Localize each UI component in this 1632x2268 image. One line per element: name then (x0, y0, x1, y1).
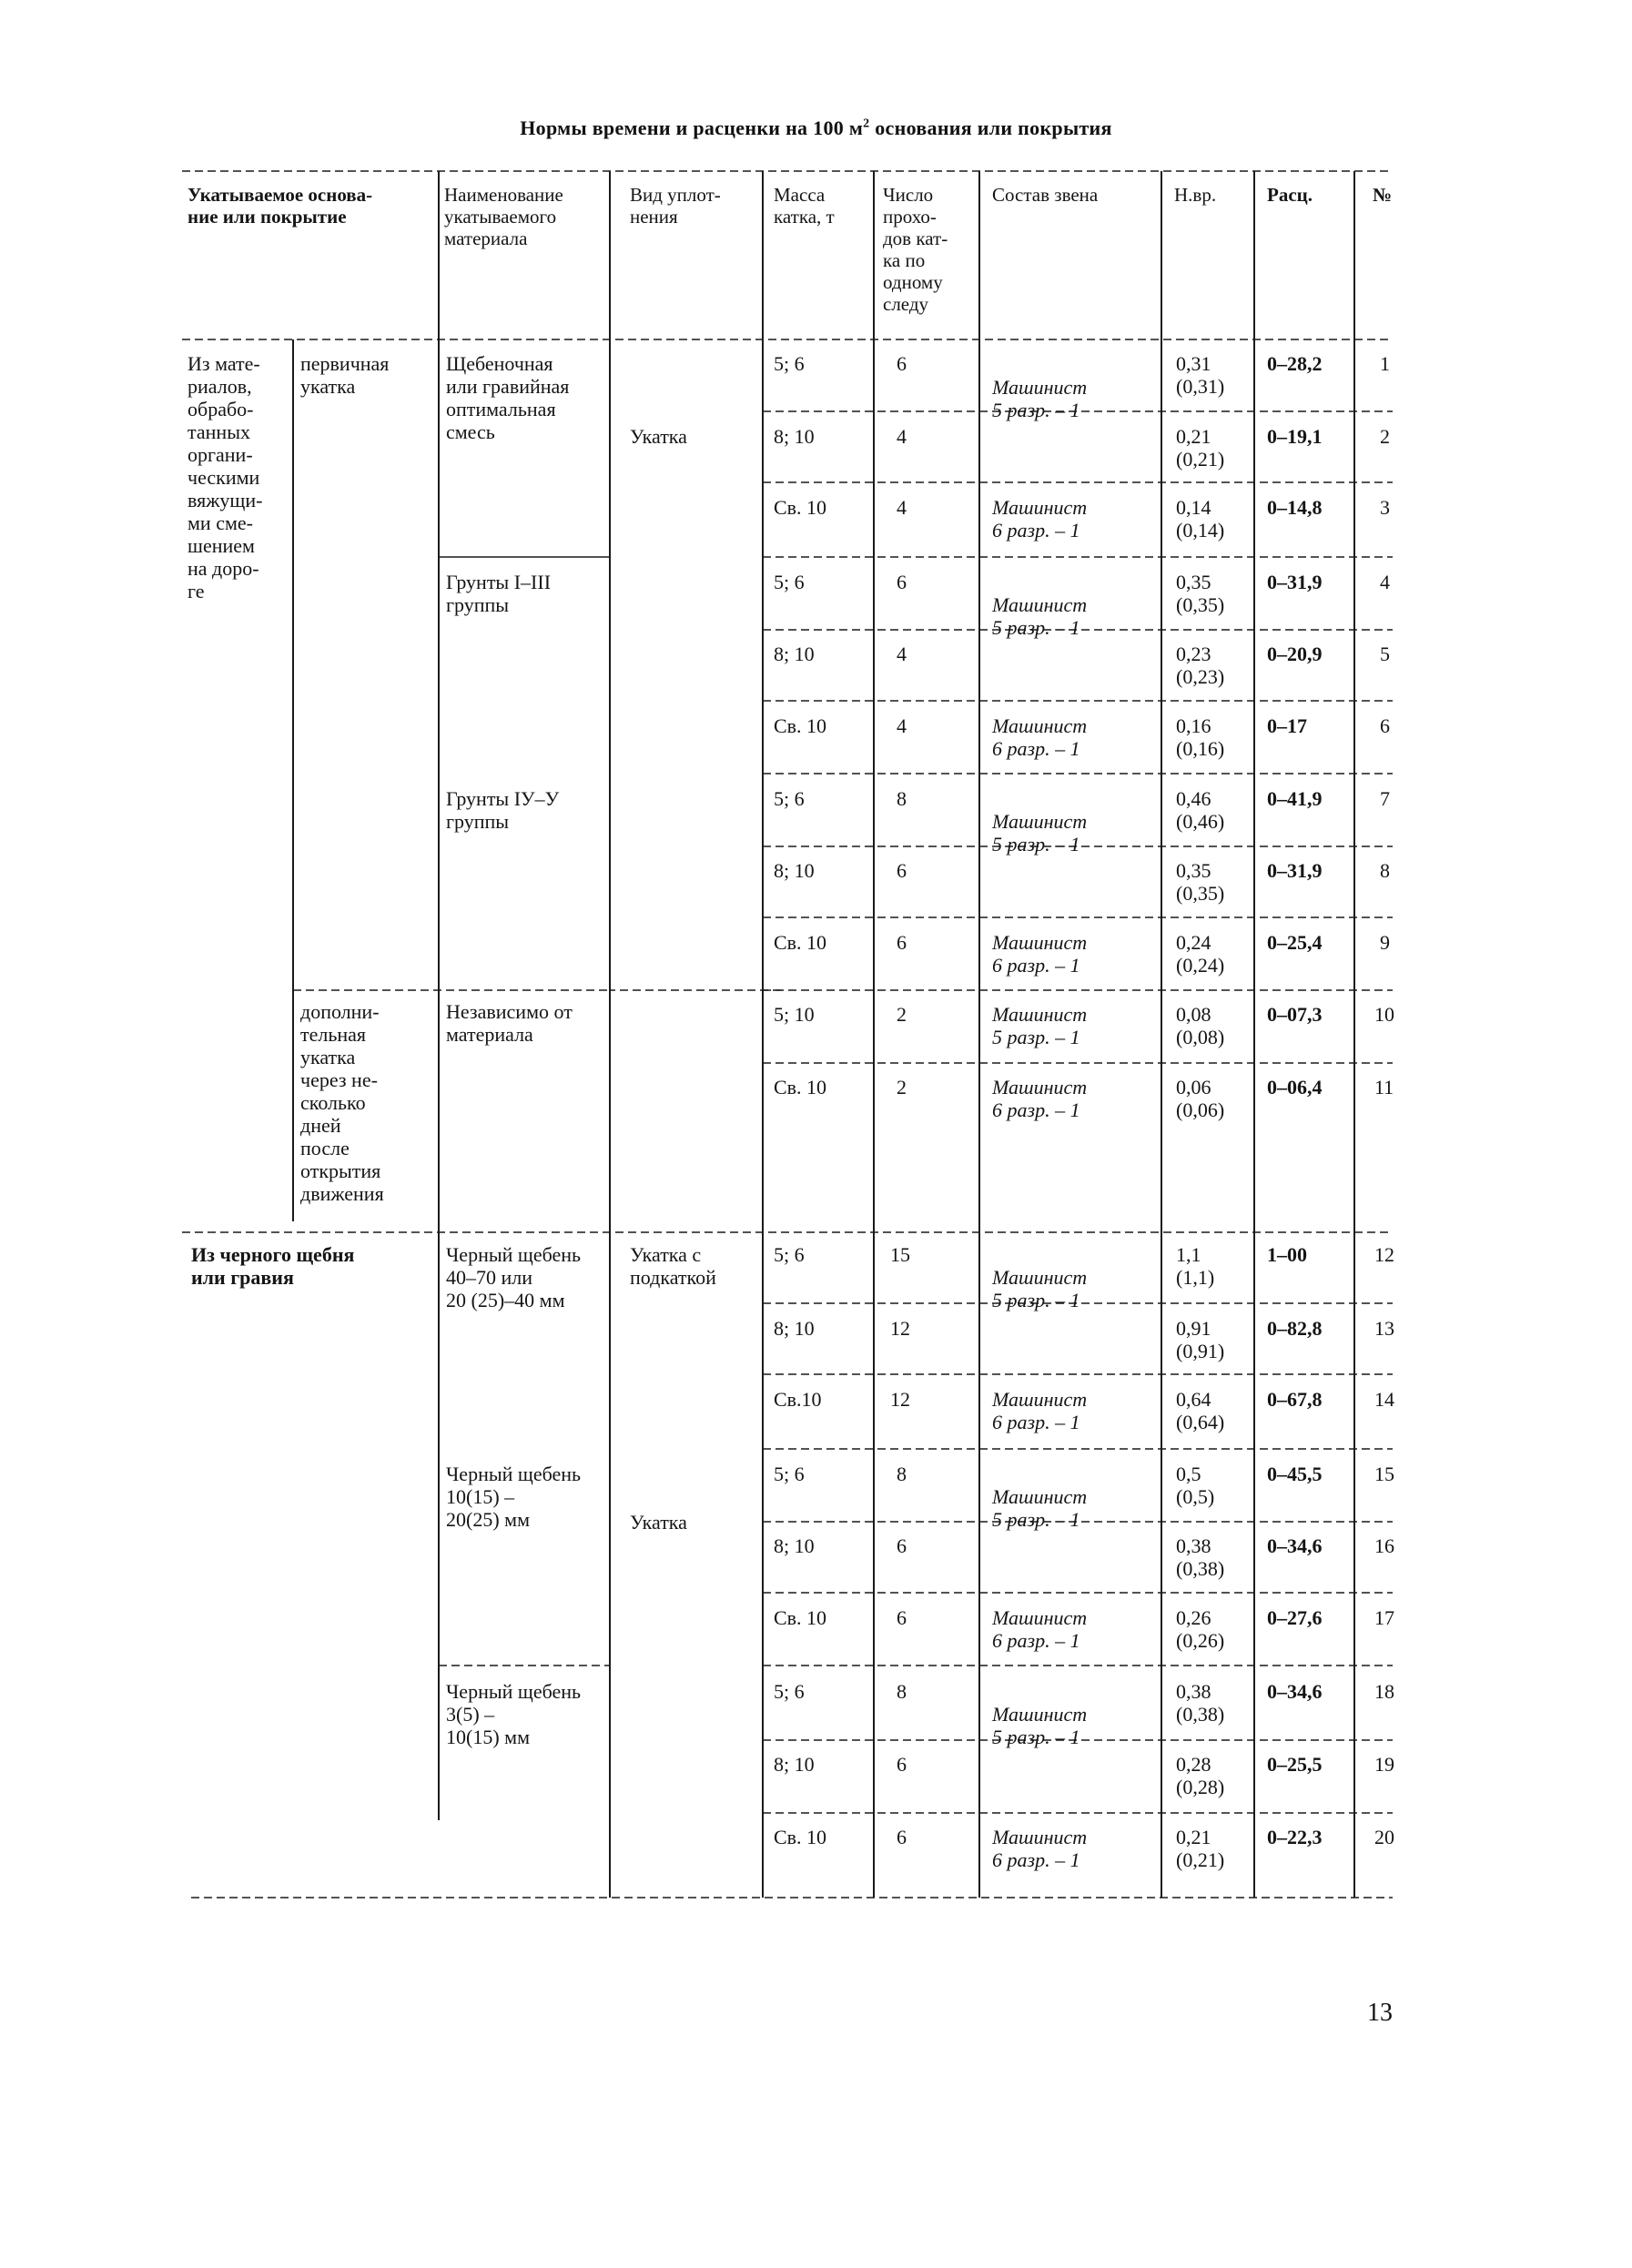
rate-cell: 0–06,4 (1267, 1076, 1323, 1099)
row-number-cell: 2 (1380, 425, 1390, 448)
rate-cell: 0–67,8 (1267, 1388, 1323, 1411)
mass-cell: 5; 6 (774, 1243, 805, 1266)
passes-cell: 4 (897, 425, 907, 448)
time-norm-cell: 0,23 (0,23) (1176, 643, 1225, 688)
time-norm-cell: 0,5 (0,5) (1176, 1463, 1215, 1508)
material-any: Независимо от материала (446, 1000, 573, 1046)
crew-5-grade: Машинист 5 разр. – 1 (992, 1266, 1088, 1311)
rate-cell: 0–19,1 (1267, 425, 1323, 448)
rate-cell: 0–82,8 (1267, 1317, 1323, 1340)
material-soil-1-3: Грунты I–III группы (446, 571, 552, 616)
compaction-rolling: Укатка (630, 425, 687, 448)
row-number-cell: 3 (1380, 496, 1390, 519)
time-norm-cell: 0,06 (0,06) (1176, 1076, 1225, 1121)
crew-6-grade: Машинист 6 разр. – 1 (992, 714, 1088, 760)
row-number-cell: 10 (1374, 1003, 1394, 1026)
passes-cell: 6 (897, 1606, 907, 1629)
header-crew: Состав звена (992, 184, 1099, 206)
row-number-cell: 17 (1374, 1606, 1394, 1629)
mass-cell: 5; 6 (774, 571, 805, 593)
header-material: Наименование укатываемого материала (444, 184, 563, 249)
time-norm-cell: 0,16 (0,16) (1176, 714, 1225, 760)
row-number-cell: 7 (1380, 787, 1390, 810)
passes-cell: 6 (897, 1826, 907, 1848)
row-number-cell: 19 (1374, 1753, 1394, 1776)
passes-cell: 4 (897, 496, 907, 519)
subgroup-additional: дополни- тельная укатка через не- сколько дней после открытия движения (300, 1000, 384, 1205)
mass-cell: 8; 10 (774, 1753, 815, 1776)
row-number-cell: 16 (1374, 1534, 1394, 1557)
time-norm-cell: 0,14 (0,14) (1176, 496, 1225, 542)
row-number-cell: 5 (1380, 643, 1390, 665)
crew-6-grade: Машинист 6 разр. – 1 (992, 1076, 1088, 1121)
row-number-cell: 13 (1374, 1317, 1394, 1340)
row-number-cell: 11 (1374, 1076, 1394, 1099)
time-norm-cell: 0,38 (0,38) (1176, 1680, 1225, 1726)
passes-cell: 12 (890, 1388, 910, 1411)
crew-5-grade: Машинист 5 разр. – 1 (992, 1003, 1088, 1048)
crew-5-grade: Машинист 5 разр. – 1 (992, 1703, 1088, 1748)
rate-cell: 0–45,5 (1267, 1463, 1323, 1485)
crew-5-grade: Машинист 5 разр. – 1 (992, 810, 1088, 856)
time-norm-cell: 0,46 (0,46) (1176, 787, 1225, 833)
time-norm-cell: 0,38 (0,38) (1176, 1534, 1225, 1580)
crew-6-grade: Машинист 6 разр. – 1 (992, 1606, 1088, 1652)
mass-cell: 5; 6 (774, 1680, 805, 1703)
row-number-cell: 1 (1380, 352, 1390, 375)
crew-5-grade: Машинист 5 разр. – 1 (992, 376, 1088, 421)
passes-cell: 6 (897, 1534, 907, 1557)
rate-cell: 0–17 (1267, 714, 1307, 737)
material-gravel-mix: Щебеночная или гравийная оптимальная смесь (446, 352, 570, 443)
header-number: № (1373, 184, 1393, 206)
base-group-black-gravel: Из черного щебня или гравия (191, 1243, 355, 1289)
mass-cell: 8; 10 (774, 859, 815, 882)
time-norm-cell: 0,28 (0,28) (1176, 1753, 1225, 1798)
time-norm-cell: 0,31 (0,31) (1176, 352, 1225, 398)
mass-cell: 8; 10 (774, 1534, 815, 1557)
mass-cell: Св. 10 (774, 1076, 827, 1099)
mass-cell: 8; 10 (774, 425, 815, 448)
title-text-end: основания или покрытия (869, 116, 1112, 139)
rate-cell: 0–34,6 (1267, 1534, 1323, 1557)
crew-5-grade: Машинист 5 разр. – 1 (992, 593, 1088, 639)
passes-cell: 2 (897, 1003, 907, 1026)
passes-cell: 6 (897, 1753, 907, 1776)
row-number-cell: 18 (1374, 1680, 1394, 1703)
time-norm-cell: 0,91 (0,91) (1176, 1317, 1225, 1362)
time-norm-cell: 0,21 (0,21) (1176, 1826, 1225, 1871)
mass-cell: 5; 10 (774, 1003, 815, 1026)
time-norm-cell: 0,35 (0,35) (1176, 859, 1225, 905)
row-number-cell: 15 (1374, 1463, 1394, 1485)
crew-6-grade: Машинист 6 разр. – 1 (992, 1388, 1088, 1433)
rate-cell: 0–28,2 (1267, 352, 1323, 375)
rate-cell: 0–25,4 (1267, 931, 1323, 954)
subgroup-primary: первичная укатка (300, 352, 390, 398)
mass-cell: Св. 10 (774, 1826, 827, 1848)
rate-cell: 0–31,9 (1267, 859, 1323, 882)
compaction-rolling-with-subrolling: Укатка с подкаткой (630, 1243, 716, 1289)
passes-cell: 4 (897, 643, 907, 665)
time-norm-cell: 0,24 (0,24) (1176, 931, 1225, 977)
title-superscript: 2 (863, 116, 870, 131)
rate-cell: 0–27,6 (1267, 1606, 1323, 1629)
passes-cell: 8 (897, 1680, 907, 1703)
header-base: Укатываемое основа- ние или покрытие (188, 184, 373, 228)
time-norm-cell: 0,64 (0,64) (1176, 1388, 1225, 1433)
passes-cell: 6 (897, 859, 907, 882)
time-norm-cell: 0,21 (0,21) (1176, 425, 1225, 471)
mass-cell: Св. 10 (774, 496, 827, 519)
crew-6-grade: Машинист 6 разр. – 1 (992, 496, 1088, 542)
rate-cell: 0–07,3 (1267, 1003, 1323, 1026)
passes-cell: 8 (897, 1463, 907, 1485)
rate-cell: 0–31,9 (1267, 571, 1323, 593)
rate-cell: 0–41,9 (1267, 787, 1323, 810)
header-time-norm: Н.вр. (1174, 184, 1217, 206)
row-number-cell: 14 (1374, 1388, 1394, 1411)
material-black-40-70: Черный щебень 40–70 или 20 (25)–40 мм (446, 1243, 582, 1311)
passes-cell: 15 (890, 1243, 910, 1266)
passes-cell: 2 (897, 1076, 907, 1099)
time-norm-cell: 1,1 (1,1) (1176, 1243, 1215, 1289)
rate-cell: 0–34,6 (1267, 1680, 1323, 1703)
row-number-cell: 6 (1380, 714, 1390, 737)
time-norm-cell: 0,08 (0,08) (1176, 1003, 1225, 1048)
time-norm-cell: 0,35 (0,35) (1176, 571, 1225, 616)
header-mass: Масса катка, т (774, 184, 835, 228)
mass-cell: 8; 10 (774, 643, 815, 665)
mass-cell: Св. 10 (774, 931, 827, 954)
time-norm-cell: 0,26 (0,26) (1176, 1606, 1225, 1652)
mass-cell: Св. 10 (774, 1606, 827, 1629)
page-number: 13 (1367, 1999, 1393, 2027)
mass-cell: 5; 6 (774, 1463, 805, 1485)
passes-cell: 6 (897, 571, 907, 593)
mass-cell: 5; 6 (774, 352, 805, 375)
rate-cell: 0–22,3 (1267, 1826, 1323, 1848)
row-number-cell: 8 (1380, 859, 1390, 882)
mass-cell: Св.10 (774, 1388, 822, 1411)
mass-cell: 8; 10 (774, 1317, 815, 1340)
row-number-cell: 12 (1374, 1243, 1394, 1266)
mass-cell: Св. 10 (774, 714, 827, 737)
crew-6-grade: Машинист 6 разр. – 1 (992, 1826, 1088, 1871)
rate-cell: 0–25,5 (1267, 1753, 1323, 1776)
compaction-rolling-2: Укатка (630, 1511, 687, 1534)
passes-cell: 6 (897, 352, 907, 375)
rate-cell: 1–00 (1267, 1243, 1307, 1266)
rate-cell: 0–14,8 (1267, 496, 1323, 519)
base-group-organic: Из мате- риалов, обрабо- танных органи- ческими вяжущи- ми сме- шением на доро- ге (188, 352, 263, 602)
row-number-cell: 20 (1374, 1826, 1394, 1848)
row-number-cell: 4 (1380, 571, 1390, 593)
passes-cell: 12 (890, 1317, 910, 1340)
material-black-10-20: Черный щебень 10(15) – 20(25) мм (446, 1463, 582, 1531)
material-black-3-10: Черный щебень 3(5) – 10(15) мм (446, 1680, 582, 1748)
passes-cell: 8 (897, 787, 907, 810)
crew-6-grade: Машинист 6 разр. – 1 (992, 931, 1088, 977)
crew-5-grade: Машинист 5 разр. – 1 (992, 1485, 1088, 1531)
header-compaction: Вид уплот- нения (630, 184, 721, 228)
header-passes: Число прохо- дов кат- ка по одному следу (883, 184, 948, 315)
header-rate: Расц. (1267, 184, 1313, 206)
row-number-cell: 9 (1380, 931, 1390, 954)
title-text: Нормы времени и расценки на 100 м (520, 116, 864, 139)
rate-cell: 0–20,9 (1267, 643, 1323, 665)
material-soil-4-5: Грунты IУ–У группы (446, 787, 560, 833)
passes-cell: 4 (897, 714, 907, 737)
passes-cell: 6 (897, 931, 907, 954)
mass-cell: 5; 6 (774, 787, 805, 810)
